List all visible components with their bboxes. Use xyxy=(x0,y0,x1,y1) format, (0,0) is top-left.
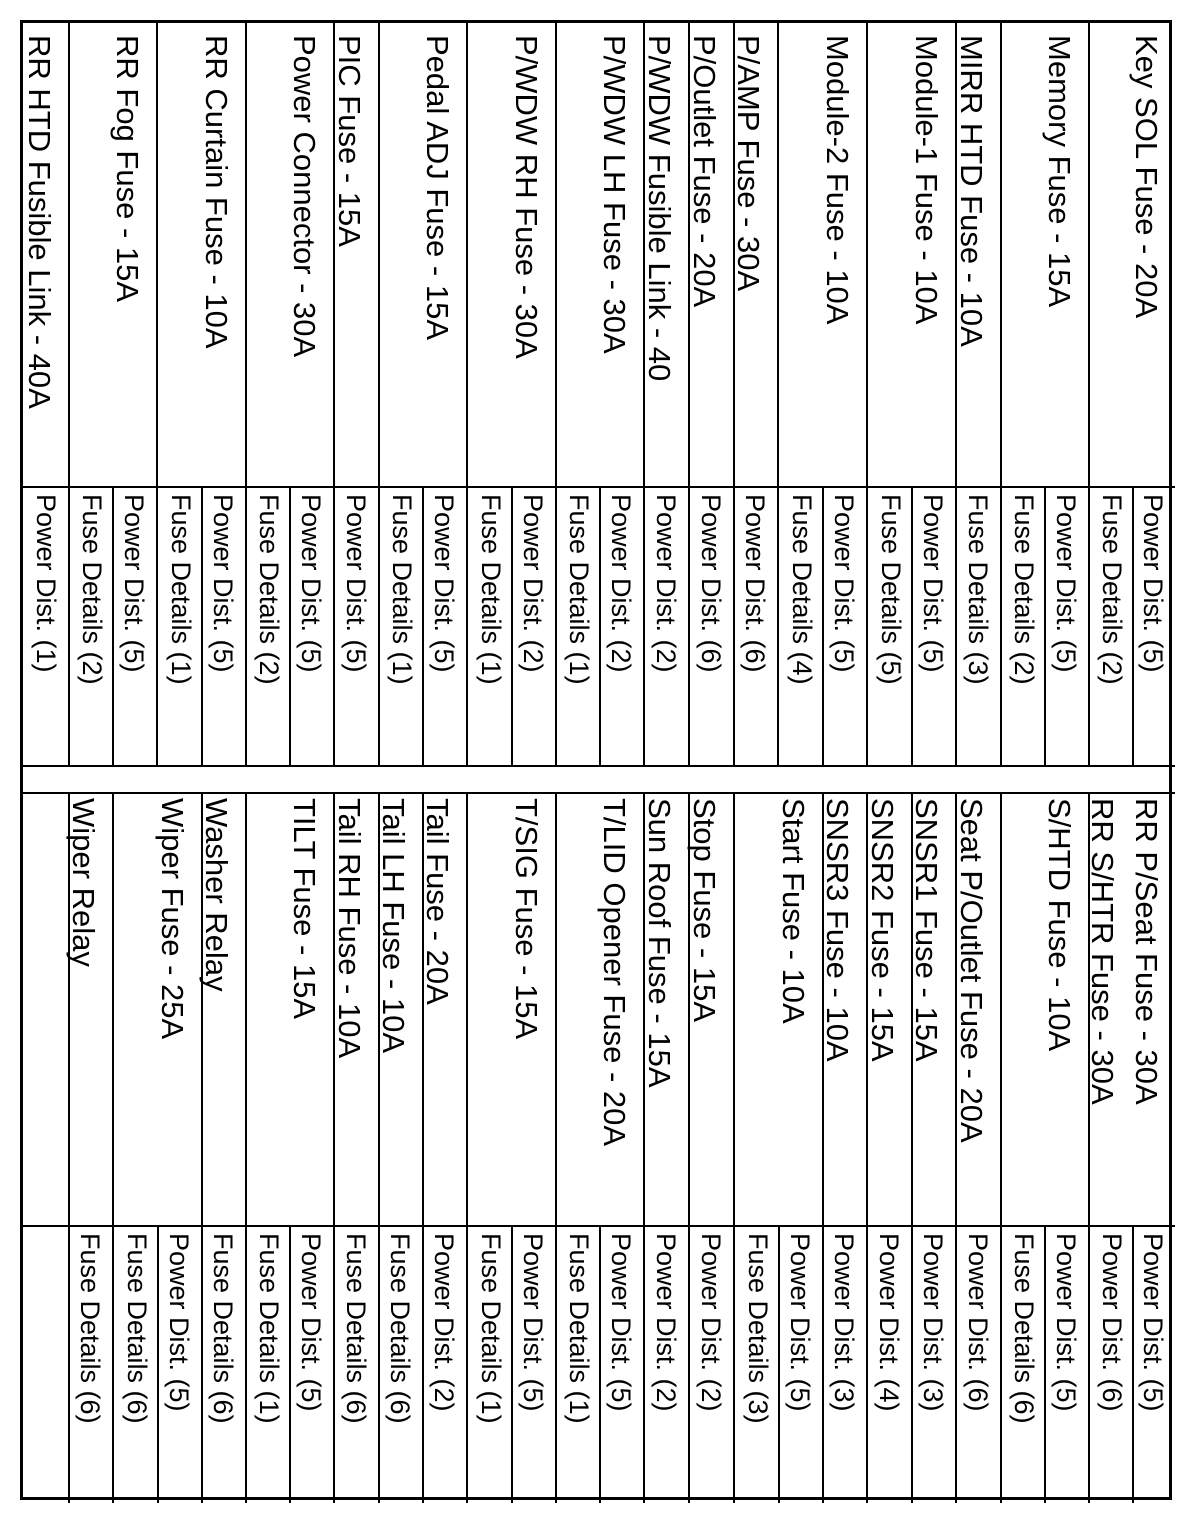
top-row-name: MIRR HTD Fuse - 10A xyxy=(954,35,989,347)
bottom-row-name: Start Fuse - 10A xyxy=(776,798,811,1024)
fuse-index-table xyxy=(20,20,1172,1500)
bottom-row-ref: Power Dist. (3) xyxy=(829,1233,859,1412)
top-row-name: RR HTD Fusible Link - 40A xyxy=(22,35,57,409)
bottom-row-ref: Fuse Details (6) xyxy=(1009,1233,1039,1424)
bottom-row-ref: Fuse Details (1) xyxy=(254,1233,284,1424)
bottom-row-ref: Fuse Details (6) xyxy=(208,1233,238,1424)
bottom-row-ref: Fuse Details (6) xyxy=(385,1233,415,1424)
bottom-row-ref: Fuse Details (6) xyxy=(341,1233,371,1424)
top-row-ref: Fuse Details (2) xyxy=(254,494,284,685)
top-row-divider xyxy=(156,23,158,765)
top-row-ref: Power Dist. (5) xyxy=(1138,494,1168,673)
top-row-ref: Power Dist. (6) xyxy=(696,494,726,673)
top-row-divider xyxy=(1000,23,1002,765)
bottom-row-ref: Power Dist. (3) xyxy=(918,1233,948,1412)
top-row-name: RR Curtain Fuse - 10A xyxy=(199,35,234,349)
top-row-name: Power Connector - 30A xyxy=(287,35,322,358)
bottom-row-ref: Fuse Details (6) xyxy=(75,1233,105,1424)
top-row-ref: Power Dist. (5) xyxy=(208,494,238,673)
bottom-row-name: Stop Fuse - 15A xyxy=(687,798,722,1023)
bottom-row-name: Tail RH Fuse - 10A xyxy=(332,798,367,1059)
bottom-row-ref: Power Dist. (6) xyxy=(963,1233,993,1412)
bottom-row-divider xyxy=(1000,792,1002,1503)
top-row-ref: Fuse Details (1) xyxy=(387,494,417,685)
bottom-row-name: Wiper Fuse - 25A xyxy=(155,798,190,1040)
top-row-ref: Power Dist. (1) xyxy=(31,494,61,673)
bottom-row-name: SNSR3 Fuse - 10A xyxy=(820,798,855,1062)
bottom-row-ref: Fuse Details (3) xyxy=(743,1233,773,1424)
bottom-row-name: Tail Fuse - 20A xyxy=(420,798,455,1005)
bottom-row-ref: Power Dist. (5) xyxy=(1051,1233,1081,1412)
bottom-row-ref: Power Dist. (4) xyxy=(874,1233,904,1412)
top-row-name: P/WDW Fusible Link - 40 xyxy=(642,35,677,382)
top-row-ref: Fuse Details (2) xyxy=(77,494,107,685)
bottom-row-name: RR P/Seat Fuse - 30A xyxy=(1129,798,1164,1105)
top-row-divider xyxy=(1088,23,1090,765)
bottom-row-ref: Fuse Details (1) xyxy=(476,1233,506,1424)
bottom-row-ref: Fuse Details (1) xyxy=(564,1233,594,1424)
bottom-row-ref: Power Dist. (2) xyxy=(696,1233,726,1412)
top-row-divider xyxy=(555,23,557,765)
top-row-ref: Fuse Details (1) xyxy=(476,494,506,685)
top-row-ref: Fuse Details (1) xyxy=(564,494,594,685)
top-row-ref: Power Dist. (5) xyxy=(119,494,149,673)
bottom-row-ref: Power Dist. (5) xyxy=(785,1233,815,1412)
bottom-row-name: Tail LH Fuse - 10A xyxy=(376,798,411,1053)
top-row-ref: Power Dist. (5) xyxy=(918,494,948,673)
bottom-row-name: S/HTD Fuse - 10A xyxy=(1042,798,1077,1052)
top-row-divider xyxy=(777,23,779,765)
bottom-row-name: RR S/HTR Fuse - 30A xyxy=(1085,798,1120,1105)
top-row-ref: Power Dist. (2) xyxy=(606,494,636,673)
top-row-name: P/WDW RH Fuse - 30A xyxy=(509,35,544,359)
top-row-divider xyxy=(68,23,70,765)
bottom-row-ref: Power Dist. (5) xyxy=(164,1233,194,1412)
top-row-name: P/Outlet Fuse - 20A xyxy=(687,35,722,308)
top-row-divider xyxy=(378,23,380,765)
top-row-ref: Power Dist. (5) xyxy=(341,494,371,673)
top-row-name: Pedal ADJ Fuse - 15A xyxy=(420,35,455,340)
top-row-name: RR Fog Fuse - 15A xyxy=(110,35,145,303)
bottom-row-ref: Fuse Details (6) xyxy=(122,1233,152,1424)
bottom-row-name: SNSR1 Fuse - 15A xyxy=(909,798,944,1062)
top-row-ref: Power Dist. (6) xyxy=(740,494,770,673)
top-row-ref: Fuse Details (3) xyxy=(963,494,993,685)
bottom-row-ref: Power Dist. (2) xyxy=(651,1233,681,1412)
top-row-ref: Fuse Details (5) xyxy=(876,494,906,685)
top-row-ref: Power Dist. (5) xyxy=(429,494,459,673)
top-row-name: PIC Fuse - 15A xyxy=(332,35,367,247)
top-row-divider xyxy=(245,23,247,765)
top-row-ref: Power Dist. (2) xyxy=(651,494,681,673)
top-row-divider xyxy=(466,23,468,765)
bottom-row-ref: Power Dist. (2) xyxy=(429,1233,459,1412)
top-row-name: Module-1 Fuse - 10A xyxy=(909,35,944,325)
top-row-ref: Fuse Details (2) xyxy=(1009,494,1039,685)
bottom-row-divider xyxy=(245,792,247,1503)
bottom-row-divider xyxy=(112,792,114,1503)
bottom-row-ref: Power Dist. (5) xyxy=(1138,1233,1168,1412)
bottom-row-name: TILT Fuse - 15A xyxy=(287,798,322,1020)
top-row-ref: Power Dist. (2) xyxy=(518,494,548,673)
bottom-row-divider xyxy=(555,792,557,1503)
section-separator-bottom xyxy=(23,792,1175,794)
top-row-name: Key SOL Fuse - 20A xyxy=(1129,35,1164,319)
top-row-ref: Fuse Details (4) xyxy=(787,494,817,685)
bottom-row-name: T/SIG Fuse - 15A xyxy=(509,798,544,1040)
bottom-row-ref: Power Dist. (5) xyxy=(518,1233,548,1412)
top-row-ref: Power Dist. (5) xyxy=(1051,494,1081,673)
top-row-ref: Fuse Details (2) xyxy=(1097,494,1127,685)
bottom-row-name: Sun Roof Fuse - 15A xyxy=(642,798,677,1088)
bottom-row-name: Washer Relay xyxy=(199,798,234,992)
top-row-ref: Power Dist. (5) xyxy=(296,494,326,673)
top-row-name: P/WDW LH Fuse - 30A xyxy=(597,35,632,354)
bottom-row-name: Seat P/Outlet Fuse - 20A xyxy=(954,798,989,1143)
bottom-row-name: SNSR2 Fuse - 15A xyxy=(865,798,900,1062)
bottom-row-name: Wiper Relay xyxy=(66,798,101,967)
bottom-row-ref: Power Dist. (5) xyxy=(296,1233,326,1412)
bottom-row-divider xyxy=(466,792,468,1503)
top-row-ref: Fuse Details (1) xyxy=(166,494,196,685)
top-row-name: Memory Fuse - 15A xyxy=(1042,35,1077,308)
top-row-divider xyxy=(866,23,868,765)
bottom-row-divider xyxy=(733,792,735,1503)
section-separator-top xyxy=(23,765,1175,767)
bottom-row-ref: Power Dist. (6) xyxy=(1097,1233,1127,1412)
bottom-row-name: T/LID Opener Fuse - 20A xyxy=(597,798,632,1147)
top-row-name: P/AMP Fuse - 30A xyxy=(731,35,766,292)
top-row-ref: Power Dist. (5) xyxy=(829,494,859,673)
top-row-name: Module-2 Fuse - 10A xyxy=(820,35,855,325)
bottom-row-ref: Power Dist. (5) xyxy=(606,1233,636,1412)
